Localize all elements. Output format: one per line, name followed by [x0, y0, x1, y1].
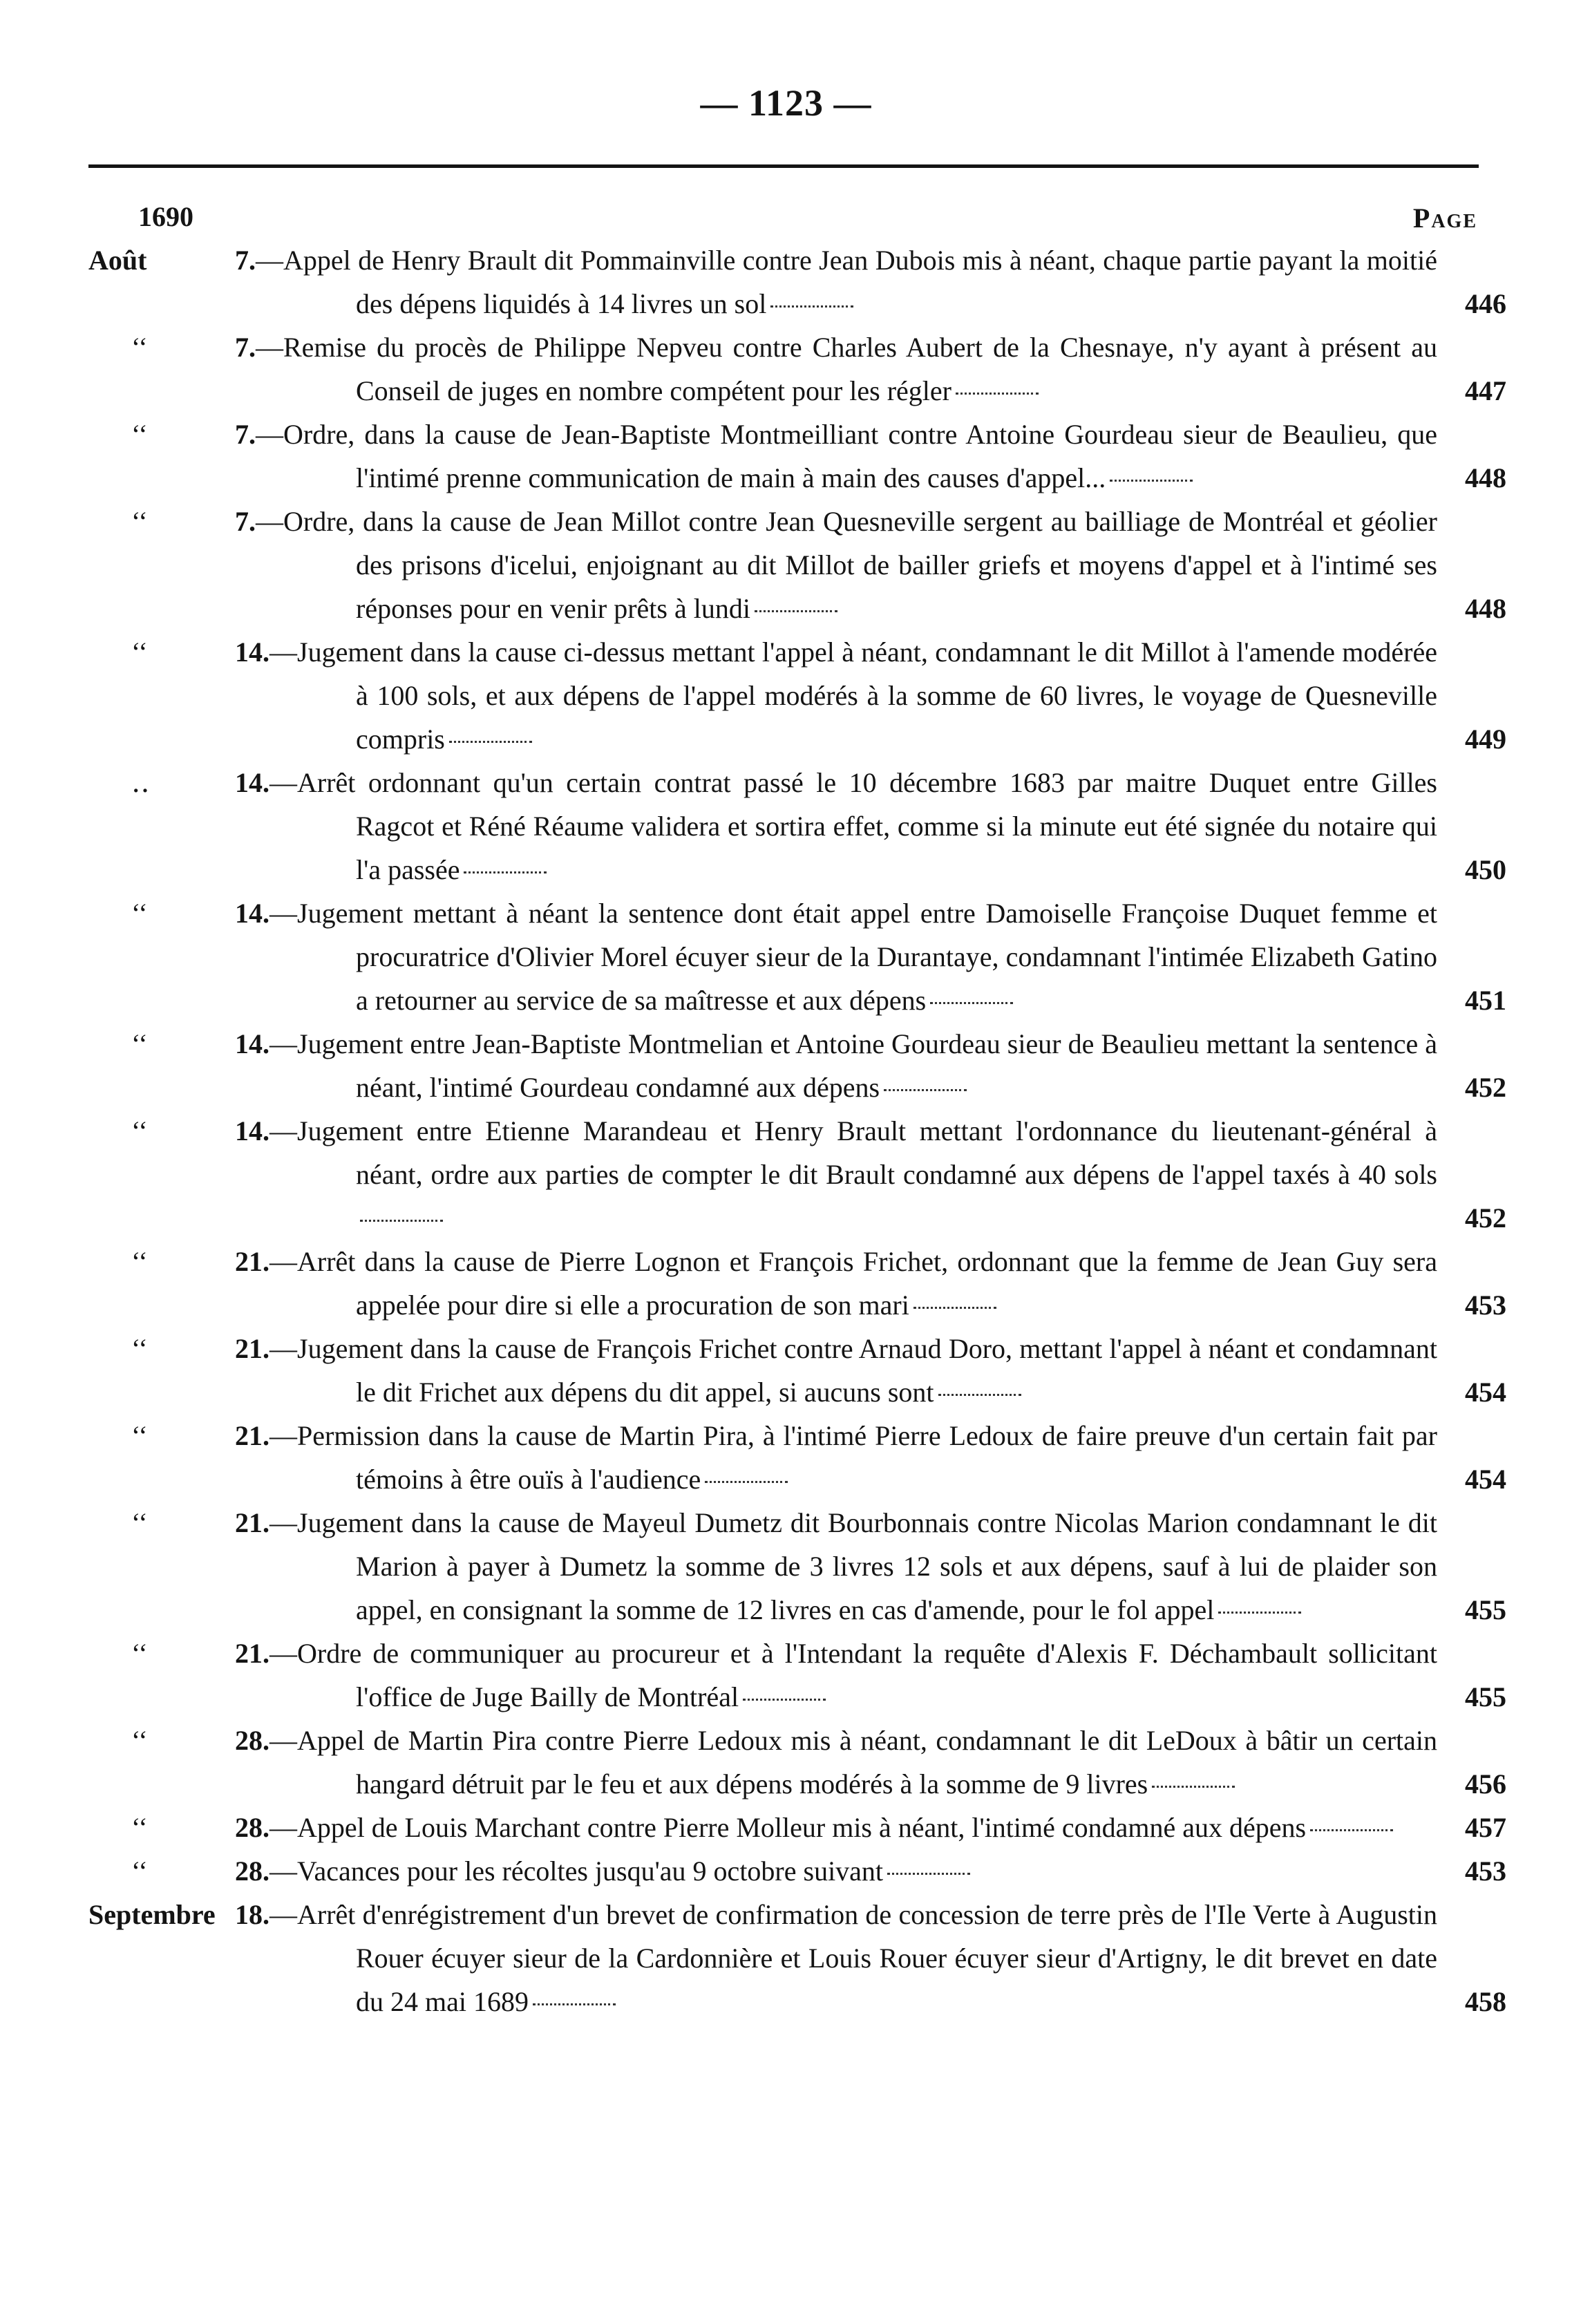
entry-text	[235, 761, 1437, 891]
entry-day: 7.	[235, 506, 256, 537]
list-item	[0, 1501, 1572, 1632]
entry-description: —Vacances pour les récoltes jusqu'au 9 octobre suivant	[269, 1855, 884, 1887]
dot-leader	[938, 1394, 1021, 1396]
page-reference: 455	[1465, 1594, 1506, 1625]
entry-day: 21.	[235, 1507, 269, 1538]
entry-description: —Arrêt d'enrégistrement d'un brevet de confirmation de concession de terre près de l'Ile Verte à Augustin Rouer écuyer sieur de la Cardonnière et Louis Rouer écuyer sieur d'Artigny, le dit brevet en date du 24 mai 1689	[269, 1899, 1437, 2017]
dot-leader	[884, 1089, 967, 1091]
page-reference: 448	[1465, 462, 1506, 493]
dot-leader	[360, 1220, 443, 1222]
ditto-mark: ‘‘	[131, 1855, 148, 1887]
entry-description: —Jugement entre Etienne Marandeau et Henry Brault mettant l'ordonnance du lieutenant-général à néant, ordre aux parties de compter le dit Brault condamné aux dépens de l'appel taxés à 40 sols	[269, 1115, 1437, 1190]
entries-list	[0, 238, 1572, 2023]
entry-text	[235, 891, 1437, 1022]
ditto-mark: ‘‘	[131, 1420, 148, 1451]
entry-description: —Jugement dans la cause de Mayeul Dumetz dit Bourbonnais contre Nicolas Marion condamnant le dit Marion à payer à Dumetz la somme de 3 livres 12 sols et aux dépens, sauf à lui de plaider son appel, en consignant la somme de 12 livres en cas d'amende, pour le fol appel	[269, 1507, 1437, 1625]
entry-day: 14.	[235, 898, 269, 929]
entry-description: —Jugement dans la cause ci-dessus mettant l'appel à néant, condamnant le dit Millot à l'amende modérée à 100 sols, et aux dépens de l'appel modérés à la somme de 60 livres, le voyage de Quesneville compris	[269, 636, 1437, 755]
list-item	[0, 761, 1572, 891]
entry-day: 28.	[235, 1725, 269, 1756]
entry-day: 14.	[235, 636, 269, 668]
list-item	[0, 1806, 1572, 1849]
entry-text	[235, 1109, 1437, 1240]
ditto-mark: ‘‘	[131, 332, 148, 363]
entry-day: 21.	[235, 1638, 269, 1669]
ditto-mark: ‘‘	[131, 1725, 148, 1756]
dot-leader	[464, 871, 547, 873]
dot-leader	[887, 1873, 970, 1875]
dot-leader	[1218, 1612, 1301, 1614]
page-reference: 452	[1465, 1072, 1506, 1103]
list-item	[0, 1240, 1572, 1327]
entry-text	[235, 325, 1437, 413]
entry-day: 28.	[235, 1855, 269, 1887]
list-item	[0, 1109, 1572, 1240]
dot-leader	[956, 393, 1039, 395]
ditto-mark: ‘‘	[131, 506, 148, 537]
entry-day: 14.	[235, 1028, 269, 1059]
dot-leader	[1110, 480, 1193, 482]
entry-description: —Jugement mettant à néant la sentence dont était appel entre Damoiselle Françoise Duquet femme et procuratrice d'Olivier Morel écuyer sieur de la Durantaye, condamnant l'intimée Elizabeth Gatino a retourner au service de sa maîtresse et aux dépens	[269, 898, 1437, 1016]
entry-text	[235, 1893, 1437, 2023]
entry-day: 14.	[235, 1115, 269, 1146]
entry-text	[235, 500, 1437, 630]
list-item	[0, 1632, 1572, 1719]
entry-text	[235, 1501, 1437, 1632]
page-reference: 455	[1465, 1681, 1506, 1712]
dot-leader	[743, 1699, 826, 1701]
dot-leader	[930, 1002, 1013, 1004]
entry-description: —Ordre, dans la cause de Jean Millot contre Jean Quesneville sergent au bailliage de Montréal et géolier des prisons d'icelui, enjoignant au dit Millot de bailler griefs et moyens d'appel et à l'intimé ses réponses pour en venir prêts à lundi	[256, 506, 1437, 624]
entry-text	[235, 413, 1437, 500]
entry-day: 21.	[235, 1333, 269, 1364]
page-reference: 457	[1465, 1812, 1506, 1843]
list-item	[0, 238, 1572, 325]
ditto-mark: ‘‘	[131, 636, 148, 668]
ditto-mark: ‘‘	[131, 898, 148, 929]
list-item	[0, 630, 1572, 761]
entry-text	[235, 1632, 1437, 1719]
page-reference: 453	[1465, 1855, 1506, 1887]
page-reference: 450	[1465, 854, 1506, 885]
entry-text	[235, 238, 1437, 325]
dot-leader	[1310, 1829, 1393, 1831]
page-reference: 449	[1465, 724, 1506, 755]
list-item	[0, 1719, 1572, 1806]
entry-text	[235, 1849, 1437, 1893]
ditto-mark: ‘‘	[131, 1638, 148, 1669]
list-item	[0, 413, 1572, 500]
page-reference: 447	[1465, 375, 1506, 406]
page-reference: 454	[1465, 1377, 1506, 1408]
dot-leader	[1152, 1786, 1235, 1788]
ditto-mark: ‘‘	[131, 1115, 148, 1146]
entry-description: —Ordre de communiquer au procureur et à l'Intendant la requête d'Alexis F. Déchambault sollicitant l'office de Juge Bailly de Montréal	[269, 1638, 1437, 1712]
list-item	[0, 1414, 1572, 1501]
header-rule	[88, 164, 1479, 168]
entry-text	[235, 630, 1437, 761]
page-reference: 456	[1465, 1768, 1506, 1799]
entry-text	[235, 1414, 1437, 1501]
entry-description: —Permission dans la cause de Martin Pira, à l'intimé Pierre Ledoux de faire preuve d'un certain fait par témoins à être ouïs à l'audience	[269, 1420, 1437, 1495]
entry-text	[235, 1240, 1437, 1327]
list-item	[0, 891, 1572, 1022]
month-label: Août	[88, 245, 147, 276]
page-number: — 1123 —	[700, 82, 872, 124]
entry-text	[235, 1806, 1437, 1849]
entry-text	[235, 1719, 1437, 1806]
entry-text	[235, 1327, 1437, 1414]
entry-day: 7.	[235, 419, 256, 450]
entry-description: —Appel de Martin Pira contre Pierre Ledoux mis à néant, condamnant le dit LeDoux à bâtir un certain hangard détruit par le feu et aux dépens modérés à la somme de 9 livres	[269, 1725, 1437, 1799]
page-reference: 454	[1465, 1464, 1506, 1495]
list-item	[0, 1849, 1572, 1893]
entry-description: —Remise du procès de Philippe Nepveu contre Charles Aubert de la Chesnaye, n'y ayant à présent au Conseil de juges en nombre compétent pour les régler	[256, 332, 1437, 406]
ditto-mark: ‘‘	[131, 419, 148, 450]
dot-leader	[533, 2003, 616, 2005]
dot-leader	[449, 741, 532, 743]
page-reference: 448	[1465, 593, 1506, 624]
dot-leader	[705, 1481, 788, 1483]
dot-leader	[770, 305, 853, 308]
list-item	[0, 325, 1572, 413]
ditto-mark: ‥	[131, 767, 150, 798]
entry-description: —Arrêt ordonnant qu'un certain contrat passé le 10 décembre 1683 par maitre Duquet entre Gilles Ragcot et Réné Réaume validera et sortira effet, comme si la minute eut été signée du notaire qui l'a passée	[269, 767, 1437, 885]
entry-text	[235, 1022, 1437, 1109]
ditto-mark: ‘‘	[131, 1812, 148, 1843]
entry-description: —Appel de Henry Brault dit Pommainville contre Jean Dubois mis à néant, chaque partie payant la moitié des dépens liquidés à 14 livres un sol	[256, 245, 1437, 319]
page-reference: 458	[1465, 1986, 1506, 2017]
page-reference: 453	[1465, 1289, 1506, 1321]
ditto-mark: ‘‘	[131, 1333, 148, 1364]
dot-leader	[913, 1307, 996, 1309]
entry-description: —Jugement entre Jean-Baptiste Montmelian et Antoine Gourdeau sieur de Beaulieu mettant la sentence à néant, l'intimé Gourdeau condamné aux dépens	[269, 1028, 1437, 1103]
entry-day: 14.	[235, 767, 269, 798]
column-header-row	[88, 200, 1512, 242]
page-column-label: Page	[1412, 202, 1477, 234]
entry-description: —Appel de Louis Marchant contre Pierre Molleur mis à néant, l'intimé condamné aux dépens	[269, 1812, 1307, 1843]
entry-description: —Ordre, dans la cause de Jean-Baptiste Montmeilliant contre Antoine Gourdeau sieur de Beaulieu, que l'intimé prenne communication de main à main des causes d'appel...	[256, 419, 1437, 493]
list-item	[0, 500, 1572, 630]
list-item	[0, 1327, 1572, 1414]
entry-day: 7.	[235, 245, 256, 276]
entry-day: 21.	[235, 1420, 269, 1451]
ditto-mark: ‘‘	[131, 1246, 148, 1277]
list-item	[0, 1022, 1572, 1109]
list-item	[0, 1893, 1572, 2023]
page-reference: 452	[1465, 1202, 1506, 1234]
ditto-mark: ‘‘	[131, 1028, 148, 1059]
entry-day: 18.	[235, 1899, 269, 1930]
entry-day: 7.	[235, 332, 256, 363]
entry-description: —Jugement dans la cause de François Frichet contre Arnaud Doro, mettant l'appel à néant et condamnant le dit Frichet aux dépens du dit appel, si aucuns sont	[269, 1333, 1437, 1408]
ditto-mark: ‘‘	[131, 1507, 148, 1538]
year-label: 1690	[138, 201, 193, 232]
dot-leader	[755, 610, 837, 612]
page-reference: 451	[1465, 985, 1506, 1016]
entry-day: 28.	[235, 1812, 269, 1843]
entry-description: —Arrêt dans la cause de Pierre Lognon et François Frichet, ordonnant que la femme de Jean Guy sera appelée pour dire si elle a procuration de son mari	[269, 1246, 1437, 1321]
entry-day: 21.	[235, 1246, 269, 1277]
month-label: Septembre	[88, 1899, 216, 1930]
page-reference: 446	[1465, 288, 1506, 319]
